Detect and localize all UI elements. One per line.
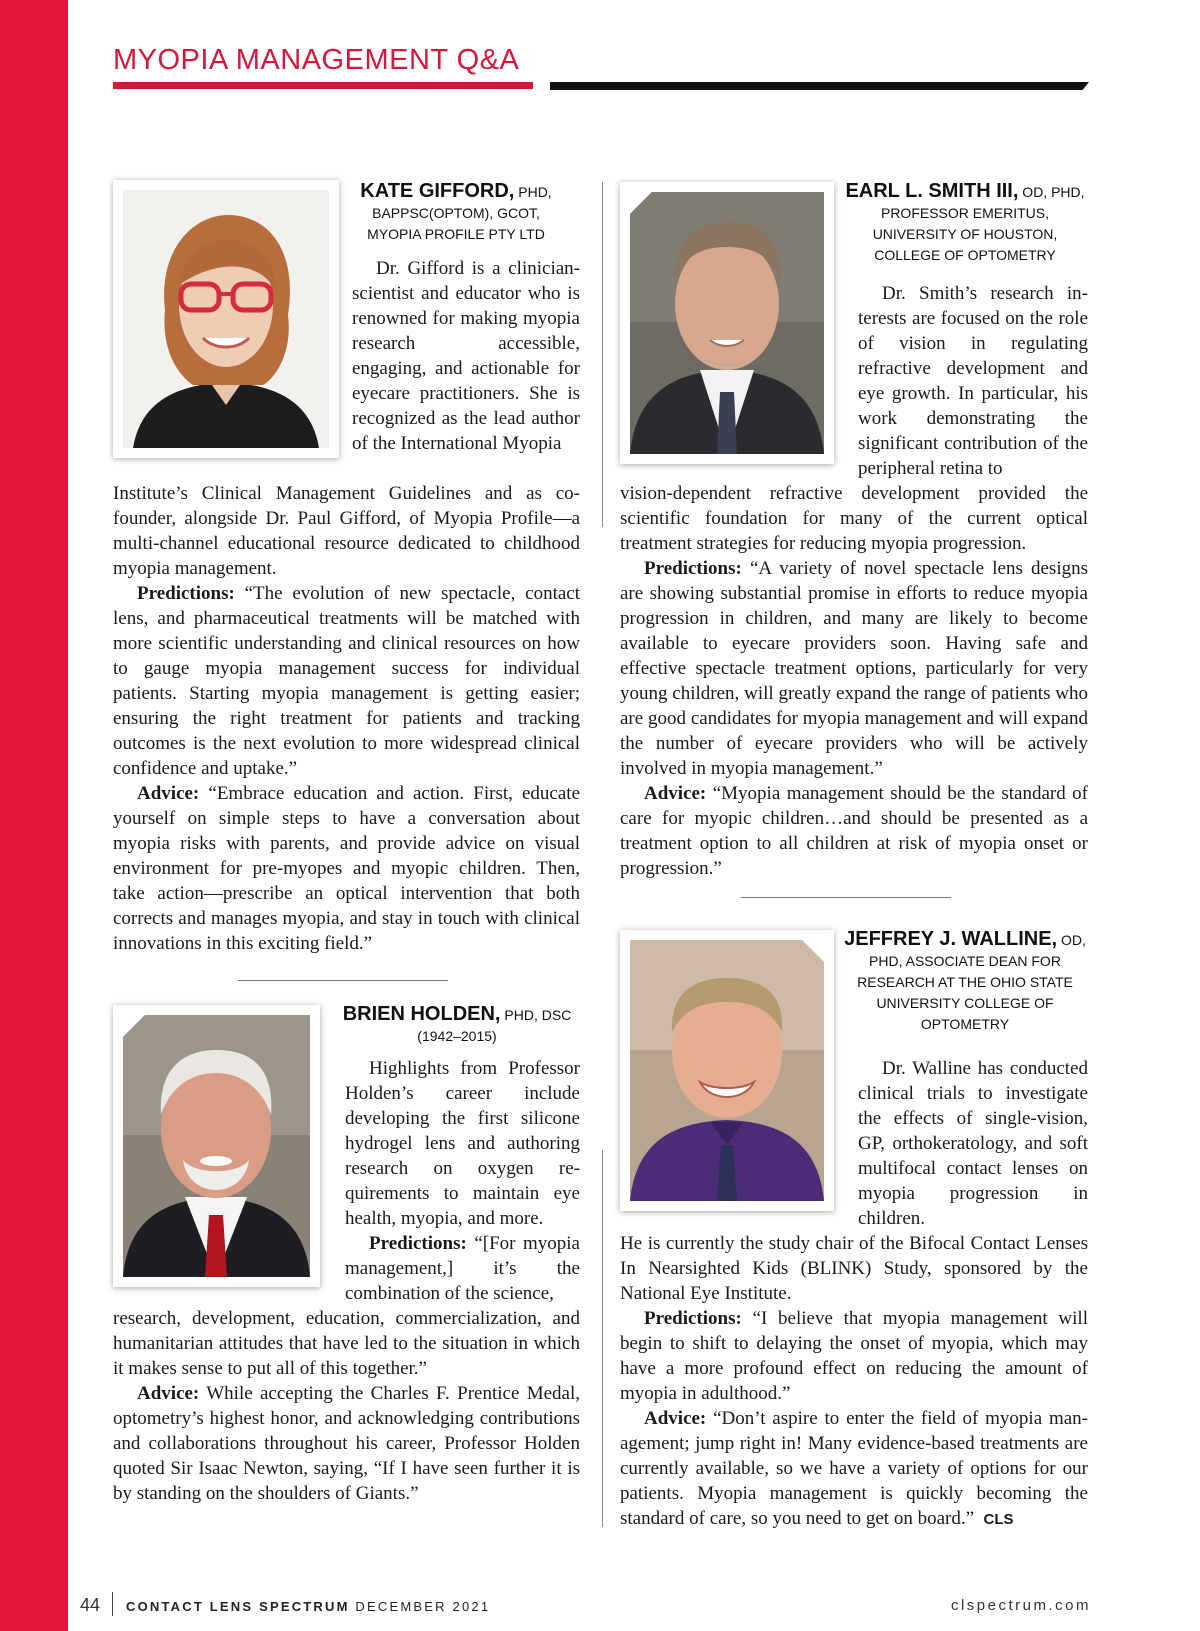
cls-end-mark: CLS	[983, 1511, 1014, 1528]
walline-affiliation-2: RESEARCH AT THE OHIO STATE	[857, 974, 1073, 990]
separator-gifford-holden	[238, 980, 448, 981]
smith-advice	[620, 781, 1088, 881]
walline-affiliation-4: OPTOMETRY	[920, 1016, 1010, 1032]
gifford-predictions-text: “The evolution of new spectacle, contact lens, and pharmaceutical treatments will be matched with more scientific understanding and clinical resources on how to gauge myopia management success for individual patients. Starting myopia management is getting easier; ensuring the right treatment for patients and tracking outcomes is the next evolution to more widespread clinical confidence and uptake.”	[113, 583, 580, 779]
smith-affiliation-2: UNIVERSITY OF HOUSTON,	[872, 226, 1058, 242]
walline-photo	[620, 930, 834, 1211]
smith-predictions-text: “A variety of novel spectacle lens designs are showing substantial promise in efforts to reduce myopia progression in children, and many are likely to become available to eyecare providers soon. Having safe and effective spectacle treatment options, particularly for very young children, will greatly expand the range of patients who are good candidates for myopia management and will expand the number of eyecare providers who will be actively involved in myopia management.”	[620, 558, 1088, 779]
holden-portrait-image	[123, 1015, 310, 1277]
smith-bio-top: Dr. Smith’s research interests are focused on the role of vision in regulating refractive development and eye growth. In particular, his work demonstrating the significant contribution of the peripheral retina to	[858, 283, 1088, 479]
gifford-bio-top: Dr. Gifford is a clinician-scientist and educator who is renowned for making myopia research accessible, engaging, and actionable for eyecare practitioners. She is recognized as the lead author of the International Myopia	[352, 258, 580, 454]
gifford-portrait-image	[123, 190, 329, 448]
smith-portrait-image	[630, 192, 824, 454]
holden-name: BRIEN HOLDEN,	[342, 1003, 501, 1025]
walline-credentials: OD,	[1057, 932, 1086, 948]
smith-name: EARL L. SMITH III,	[845, 180, 1019, 202]
walline-bio-bottom: He is currently the study chair of the Bifocal Contact Lenses In Nearsighted Kids (BLINK) Study, sponsored by the National Eye Institute.	[620, 1233, 1088, 1304]
holden-predictions-bottom: research, development, education, commercialization, and humanitarian attitudes that have led to the situation in which it makes sense to put all of this together.”	[113, 1308, 580, 1379]
holden-years: (1942–2015)	[417, 1028, 497, 1044]
gifford-predictions	[113, 581, 580, 781]
walline-name: JEFFREY J. WALLINE,	[844, 928, 1058, 950]
gifford-advice-label: Advice:	[137, 783, 200, 804]
smith-credentials: OD, PHD,	[1018, 184, 1085, 200]
gifford-bio-bottom: Institute’s Clinical Management Guidelines and as cofounder, alongside Dr. Paul Gifford, of Myopia Profile—a multi-channel educational resource dedicated to childhood myopia management.	[113, 483, 580, 579]
section-title: MYOPIA MANAGEMENT Q&A	[113, 44, 520, 76]
gifford-affiliation-1: BAPPSC(OPTOM), GCOT,	[372, 205, 540, 221]
smith-affiliation-3: COLLEGE OF OPTOMETRY	[874, 247, 1056, 263]
walline-bio-top: Dr. Walline has conducted clinical trials to investigate the effects of single-vision, GP, orthokeratology, and soft multifocal contact lenses on myopia progression in children.	[858, 1058, 1088, 1229]
footer-publication-name: CONTACT LENS SPECTRUM	[126, 1599, 350, 1614]
walline-predictions-label: Predictions:	[644, 1308, 742, 1329]
holden-name-block	[333, 1003, 581, 1047]
smith-advice-label: Advice:	[644, 783, 707, 804]
gifford-advice-text: “Embrace education and action. First, educate yourself on simple steps to have a conversation about myopia risks with parents, and provide advice on visual environment for pre-myopes and myopic children. Then, take action—prescribe an optical intervention that both corrects and manages myopia, and stay in touch with clinical innovations in this exciting field.”	[113, 783, 580, 954]
holden-advice-label: Advice:	[137, 1383, 200, 1404]
holden-predictions-top	[345, 1231, 580, 1306]
smith-advice-text: “Myopia management should be the standard of care for myopic children…and should be presented as a treatment option to all children at risk of myopia onset or progression.”	[620, 783, 1088, 879]
walline-predictions-text: “I believe that myopia management will begin to shift to delaying the onset of myopia, which may have a more profound effect on reducing the amount of myopia in adulthood.”	[620, 1308, 1088, 1404]
walline-name-block	[842, 928, 1088, 1035]
footer-publication	[126, 1599, 490, 1614]
gifford-name-block	[340, 180, 572, 245]
smith-affiliation-1: PROFESSOR EMERITUS,	[880, 205, 1050, 221]
smith-bio-bottom: vision-dependent refractive development provided the scientific foundation for many of the current optical treatment strategies for reducing myopia progression.	[620, 483, 1088, 554]
walline-affiliation-1: PHD, ASSOCIATE DEAN FOR	[869, 953, 1061, 969]
holden-advice-text: While accepting the Charles F. Prentice Medal, optometry’s highest honor, and acknowledging contributions and collaborations throughout his career, Professor Holden quoted Sir Isaac Newton, saying, “If I have seen further it is by standing on the shoulders of Giants.”	[113, 1383, 580, 1504]
red-edge-bar	[0, 0, 68, 1631]
page-number: 44	[80, 1595, 101, 1615]
walline-advice	[620, 1406, 1088, 1532]
holden-predictions-label: Predictions:	[369, 1233, 467, 1254]
smith-predictions-label: Predictions:	[644, 558, 742, 579]
walline-advice-text: “Don’t aspire to enter the field of myopia management; jump right in! Many evidence-based treatments are currently available, so we have a variety of options for our patients. Myopia management is quickly becoming the standard of care, so you need to get on board.”	[620, 1408, 1088, 1529]
gifford-affiliation-2: MYOPIA PROFILE PTY LTD	[367, 226, 545, 242]
column-rule-lower	[602, 1150, 603, 1527]
walline-predictions	[620, 1306, 1088, 1406]
gifford-photo	[113, 180, 339, 458]
gifford-advice	[113, 781, 580, 956]
walline-affiliation-3: UNIVERSITY COLLEGE OF	[876, 995, 1054, 1011]
column-rule-upper	[602, 182, 603, 527]
gifford-predictions-label: Predictions:	[137, 583, 235, 604]
section-title-black-rule	[550, 82, 1089, 90]
holden-photo	[113, 1005, 320, 1287]
holden-advice	[113, 1381, 580, 1506]
separator-smith-walline	[741, 897, 951, 898]
footer-website: clspectrum.com	[950, 1597, 1091, 1614]
smith-photo	[620, 182, 834, 464]
smith-predictions	[620, 556, 1088, 781]
section-title-red-rule	[113, 82, 533, 89]
walline-advice-label: Advice:	[644, 1408, 707, 1429]
smith-name-block	[842, 180, 1088, 266]
walline-portrait-image	[630, 940, 824, 1201]
holden-bio: Highlights from Professor Holden’s career include developing the first silicone hydrogel lens and authoring research on oxygen requirements to maintain eye health, myopia, and more.	[345, 1058, 580, 1229]
holden-credentials: PHD, DSC	[500, 1007, 572, 1023]
holden-predictions-text-top: “[For myopia management,] it’s the combination of the science,	[345, 1233, 580, 1304]
footer-divider	[112, 1592, 113, 1616]
gifford-name: KATE GIFFORD,	[360, 180, 515, 202]
footer-issue-date: DECEMBER 2021	[349, 1599, 491, 1614]
gifford-credentials: PHD,	[514, 184, 552, 200]
